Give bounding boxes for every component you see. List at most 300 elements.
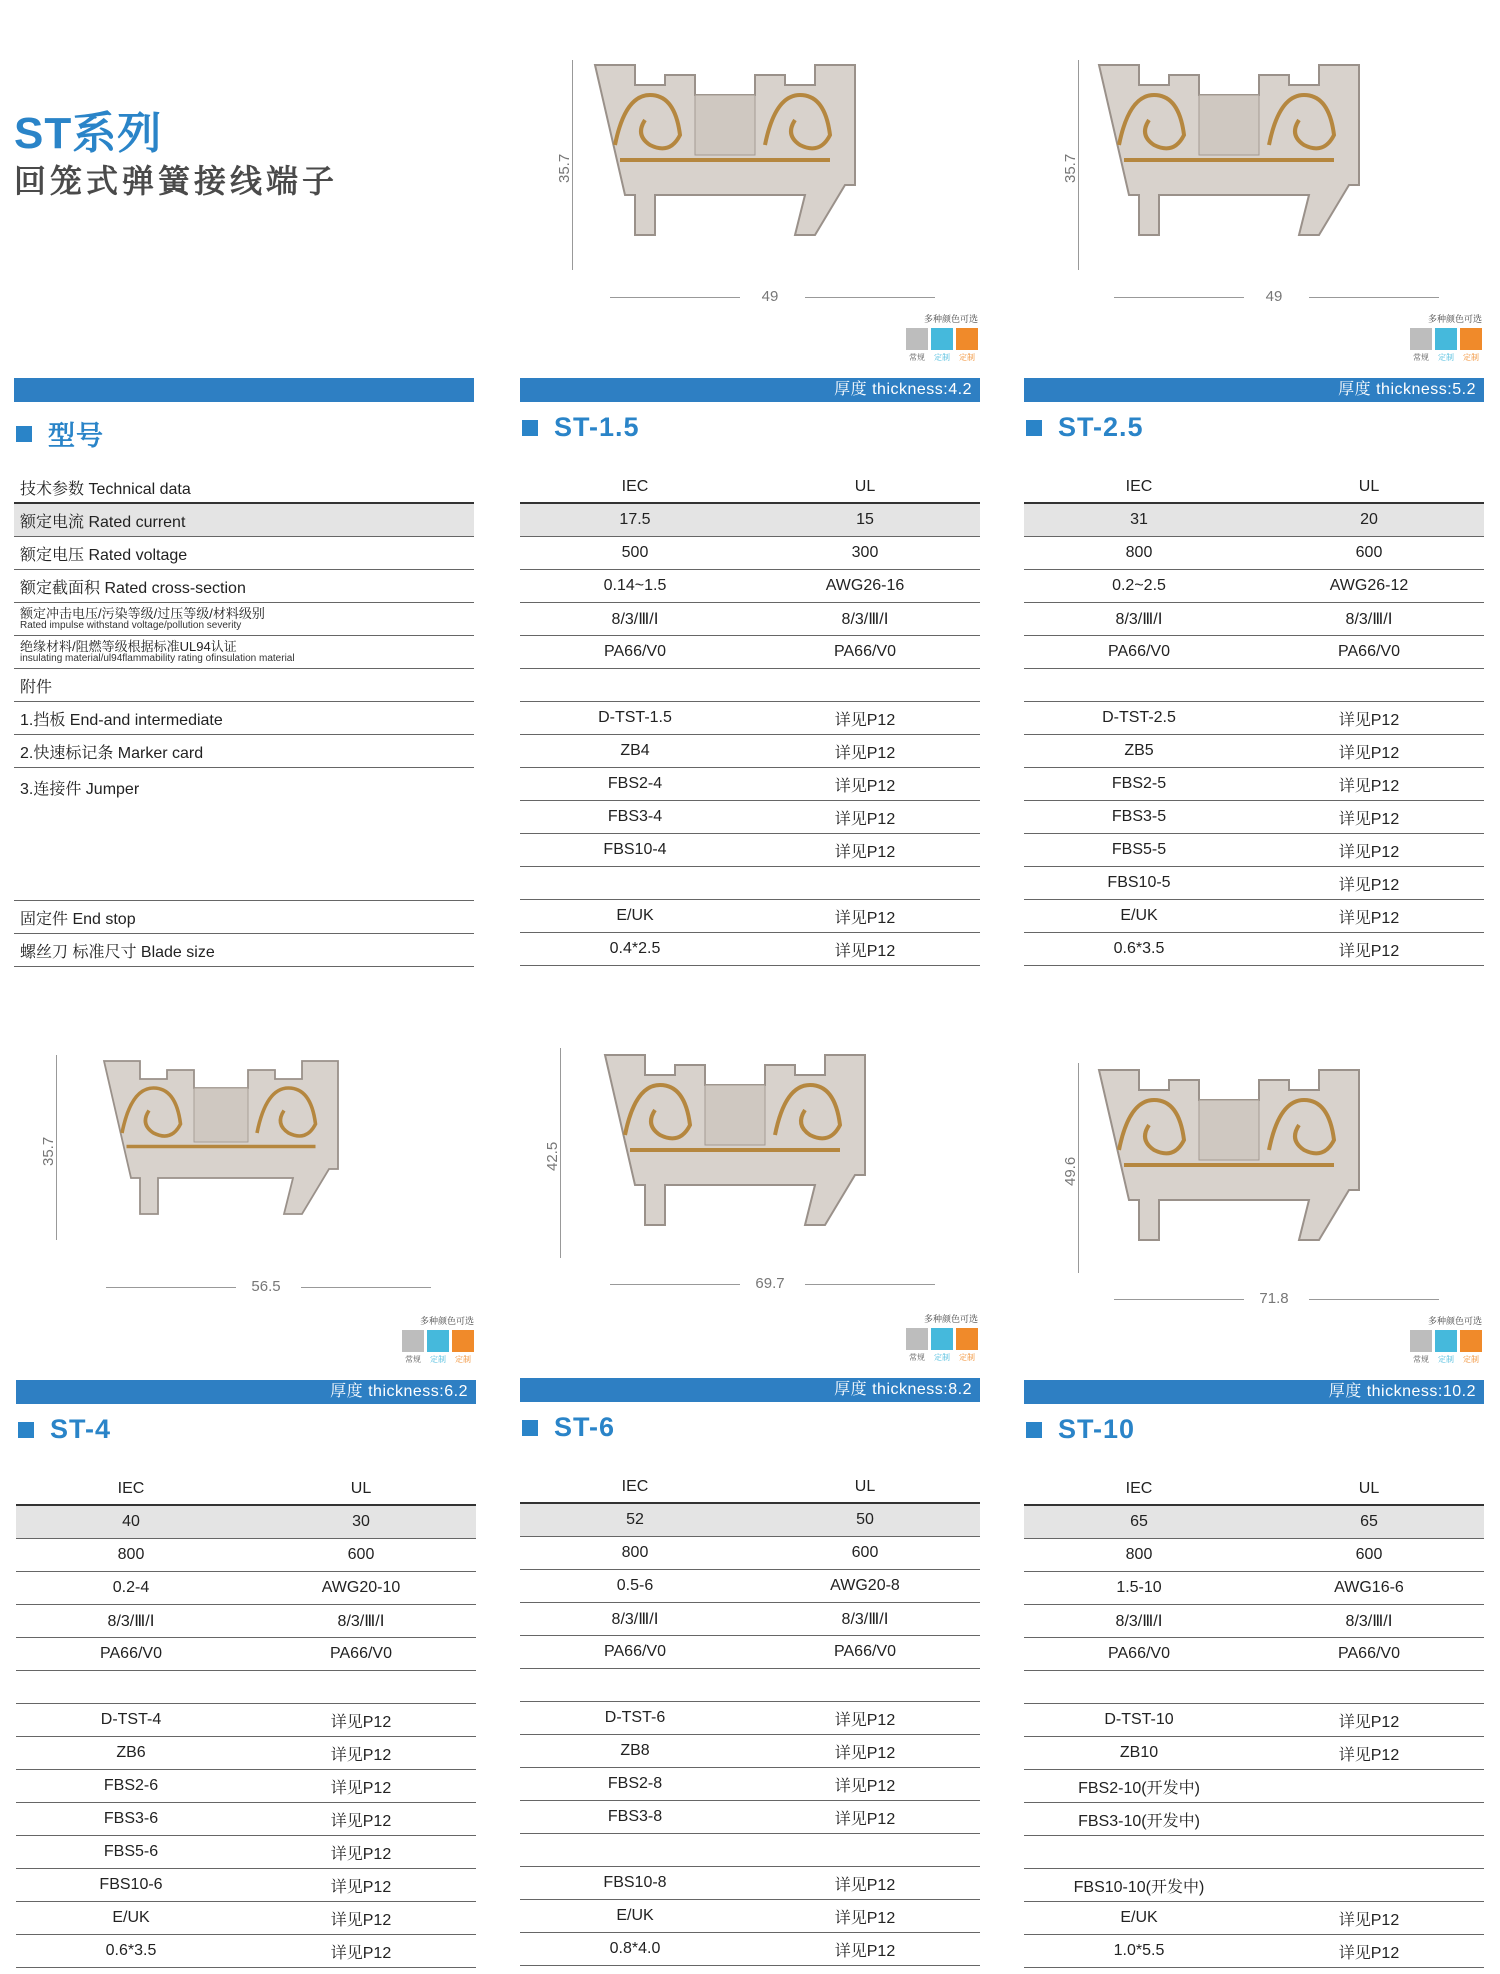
color-swatch-2: [956, 1328, 978, 1350]
label-impulse: [14, 607, 265, 631]
dimension-width: 49: [761, 288, 779, 305]
spec-cell-ul: AWG16-6: [1334, 1579, 1404, 1596]
color-swatch-1: [931, 328, 953, 350]
color-options-caption: 多种颜色可选: [1427, 314, 1482, 324]
label-blade: 螺丝刀 标准尺寸 Blade size: [20, 943, 215, 961]
label-impulse-cn: 额定冲击电压/污染等级/过压等级/材料级别: [20, 606, 265, 621]
label-cross: 额定截面积 Rated cross-section: [20, 579, 246, 597]
color-swatch-0: [1410, 1330, 1432, 1352]
spec-cell-iec: D-TST-10: [1104, 1711, 1174, 1728]
spec-cell-iec: ZB8: [620, 1742, 650, 1759]
model-heading-text: 型号: [48, 421, 104, 451]
spec-row: [16, 1737, 476, 1770]
spec-row: [520, 834, 980, 867]
terminal-center-slot: [1199, 1100, 1259, 1160]
spec-cell-iec: 500: [621, 544, 649, 561]
spec-cell-iec: 0.4*2.5: [609, 940, 661, 957]
color-name-2: 定制: [1463, 1355, 1479, 1364]
spec-row: [520, 933, 980, 966]
spec-cell-ul: 详见P12: [330, 1911, 392, 1929]
spec-cell-iec: ZB5: [1124, 742, 1154, 759]
spec-row: [520, 1702, 980, 1735]
thickness-bar: 厚度 thickness:5.2: [1024, 378, 1484, 402]
thickness-bar: 厚度 thickness:8.2: [520, 1378, 980, 1402]
spec-row: [16, 1902, 476, 1935]
spec-cell-iec: PA66/V0: [1108, 643, 1170, 660]
iec-header: IEC: [1125, 478, 1153, 495]
label-jumper: 3.连接件 Jumper: [20, 781, 140, 798]
spec-cell-ul: 详见P12: [834, 810, 896, 828]
color-swatches: [900, 1328, 978, 1350]
spec-cell-ul: 详见P12: [834, 777, 896, 795]
iec-header: IEC: [1125, 1480, 1153, 1497]
terminal-block-image: [71, 1052, 371, 1232]
spec-cell-iec: ZB10: [1119, 1744, 1159, 1761]
color-swatch-0: [1410, 328, 1432, 350]
spec-header-row: [1024, 472, 1484, 504]
spec-row: [520, 735, 980, 768]
iec-header: IEC: [621, 478, 649, 495]
spec-row: [1024, 1869, 1484, 1902]
spec-cell-iec: D-TST-2.5: [1102, 709, 1176, 726]
spec-cell-iec: E/UK: [616, 1907, 654, 1924]
spec-cell-ul: 详见P12: [1338, 942, 1400, 960]
terminal-center-slot: [194, 1088, 248, 1142]
spec-row: [16, 1704, 476, 1737]
spec-cell-iec: FBS2-4: [607, 775, 663, 792]
spec-cell-iec: 8/3/Ⅲ/Ⅰ: [611, 1611, 659, 1628]
spec-cell-iec: E/UK: [616, 907, 654, 924]
spec-cell-ul: 详见P12: [834, 909, 896, 927]
spec-row: [520, 1735, 980, 1768]
spec-row: [1024, 735, 1484, 768]
spec-row: [1024, 603, 1484, 636]
spec-cell-iec: FBS2-5: [1111, 775, 1167, 792]
spec-row: [1024, 1539, 1484, 1572]
dimension-width-line-right: [301, 1287, 431, 1288]
label-row-accessories: [14, 669, 474, 702]
color-name-0: 常规: [909, 1353, 925, 1362]
spec-cell-iec: D-TST-4: [100, 1711, 162, 1728]
spec-cell-ul: 详见P12: [834, 1876, 896, 1894]
spec-row: [1024, 636, 1484, 669]
spec-cell-iec: FBS2-8: [607, 1775, 663, 1792]
spec-cell-iec: 800: [117, 1546, 145, 1563]
spec-cell-ul: 详见P12: [834, 843, 896, 861]
spec-row: [16, 1869, 476, 1902]
dimension-width-line-left: [106, 1287, 236, 1288]
spec-row: [16, 1572, 476, 1605]
series-title: ST系列: [14, 109, 163, 158]
spec-cell-ul: 详见P12: [834, 1942, 896, 1960]
spec-cell-ul: AWG26-16: [825, 577, 905, 594]
spec-cell-iec: FBS10-5: [1107, 874, 1171, 891]
spec-cell-iec: FBS3-8: [607, 1808, 663, 1825]
spec-cell-iec: 17.5: [619, 511, 651, 528]
spec-cell-ul: 详见P12: [834, 942, 896, 960]
spec-cell-iec: 0.6*3.5: [1113, 940, 1165, 957]
dimension-height: 49.6: [1062, 1156, 1079, 1186]
spec-row: [16, 1506, 476, 1539]
spec-cell-ul: 600: [851, 1544, 879, 1561]
spec-row: [520, 1801, 980, 1834]
spec-cell-ul: 8/3/Ⅲ/Ⅰ: [1345, 1613, 1393, 1630]
spec-row: [520, 900, 980, 933]
color-name-2: 定制: [959, 1353, 975, 1362]
dimension-width: 49: [1265, 288, 1283, 305]
spec-cell-ul: 600: [347, 1546, 375, 1563]
spec-row: [520, 867, 980, 900]
spec-cell-iec: PA66/V0: [1108, 1645, 1170, 1662]
spec-row: [520, 801, 980, 834]
label-row-impulse: [14, 603, 474, 636]
dimension-width-line-left: [1114, 1299, 1244, 1300]
ul-header: UL: [854, 1478, 876, 1495]
spec-cell-iec: 8/3/Ⅲ/Ⅰ: [1115, 1613, 1163, 1630]
spec-cell-iec: FBS2-6: [103, 1777, 159, 1794]
color-options-caption: 多种颜色可选: [923, 1314, 978, 1324]
terminal-block-image: [575, 55, 875, 255]
color-swatch-1: [931, 1328, 953, 1350]
color-name-0: 常规: [909, 353, 925, 362]
spec-cell-iec: 0.2-4: [112, 1579, 150, 1596]
label-accessories: 附件: [20, 678, 53, 696]
dimension-width-line-right: [805, 1284, 935, 1285]
spec-cell-ul: 详见P12: [330, 1779, 392, 1797]
spec-header-row: [520, 472, 980, 504]
spec-cell-ul: 详见P12: [1338, 876, 1400, 894]
spec-cell-iec: 0.14~1.5: [603, 577, 667, 594]
spec-cell-ul: PA66/V0: [834, 1643, 896, 1660]
color-options: [900, 312, 978, 363]
color-swatch-2: [1460, 1330, 1482, 1352]
spec-cell-iec: 40: [122, 1513, 140, 1530]
spec-cell-ul: 详见P12: [330, 1878, 392, 1896]
spec-cell-iec: 800: [621, 1544, 649, 1561]
label-current: 额定电流 Rated current: [20, 513, 186, 531]
spec-row: [1024, 1737, 1484, 1770]
spec-row: [520, 570, 980, 603]
spec-row: [1024, 570, 1484, 603]
dimension-width-line-right: [805, 297, 935, 298]
spec-cell-iec: FBS5-6: [103, 1843, 159, 1860]
spec-cell-ul: 详见P12: [1338, 843, 1400, 861]
color-swatch-names: [396, 1354, 474, 1365]
color-name-2: 定制: [1463, 353, 1479, 362]
color-swatches: [396, 1330, 474, 1352]
color-swatch-names: [900, 352, 978, 363]
product-name: ST-6: [554, 1412, 616, 1442]
color-name-2: 定制: [455, 1355, 471, 1364]
spec-row: [1024, 537, 1484, 570]
spec-cell-ul: AWG20-8: [830, 1577, 900, 1594]
color-swatch-1: [1435, 1330, 1457, 1352]
spec-row: [520, 1570, 980, 1603]
label-marker: 2.快速标记条 Marker card: [20, 744, 204, 762]
spec-row: [1024, 1671, 1484, 1704]
spec-row: [16, 1539, 476, 1572]
spec-cell-iec: PA66/V0: [100, 1645, 162, 1662]
dimension-height: 42.5: [544, 1141, 561, 1171]
spec-cell-iec: 0.5-6: [616, 1577, 654, 1594]
spec-cell-ul: AWG26-12: [1329, 577, 1409, 594]
spec-cell-ul: 详见P12: [330, 1944, 392, 1962]
dimension-height: 35.7: [1062, 153, 1079, 183]
spec-cell-ul: 详见P12: [330, 1713, 392, 1731]
spec-row: [1024, 867, 1484, 900]
spec-cell-ul: 300: [851, 544, 879, 561]
spec-cell-iec: FBS3-5: [1111, 808, 1167, 825]
iec-header: IEC: [621, 1478, 649, 1495]
spec-cell-iec: FBS10-4: [603, 841, 667, 858]
spec-row: [16, 1935, 476, 1968]
spec-cell-iec: FBS3-6: [103, 1810, 159, 1827]
dimension-width-line-left: [1114, 297, 1244, 298]
spec-row: [520, 768, 980, 801]
spec-cell-iec: E/UK: [1120, 907, 1158, 924]
spec-cell-iec: FBS10-8: [603, 1874, 667, 1891]
spec-cell-ul: 详见P12: [1338, 909, 1400, 927]
color-name-2: 定制: [959, 353, 975, 362]
spec-cell-ul: 详见P12: [330, 1845, 392, 1863]
spec-cell-iec: 52: [626, 1511, 644, 1528]
spec-cell-ul: 详见P12: [834, 1909, 896, 1927]
color-swatch-2: [1460, 328, 1482, 350]
spec-table: [1024, 470, 1484, 966]
spec-table: [16, 1472, 476, 1968]
spec-cell-ul: 详见P12: [1338, 744, 1400, 762]
spec-row: [520, 1537, 980, 1570]
spec-row: [1024, 1638, 1484, 1671]
product-heading: [522, 412, 640, 443]
color-options: [1404, 1314, 1482, 1365]
spec-cell-ul: PA66/V0: [1338, 643, 1400, 660]
color-swatches: [1404, 328, 1482, 350]
spec-row: [1024, 1935, 1484, 1968]
spec-row: [520, 1669, 980, 1702]
spec-row: [1024, 1605, 1484, 1638]
label-voltage: 额定电压 Rated voltage: [20, 546, 188, 564]
heading-square-icon: [522, 1420, 538, 1436]
spec-row: [520, 1900, 980, 1933]
product-name: ST-4: [50, 1414, 112, 1444]
product-heading: [1026, 412, 1144, 443]
spec-cell-ul: PA66/V0: [330, 1645, 392, 1662]
iec-header: IEC: [117, 1480, 145, 1497]
terminal-center-slot: [1199, 95, 1259, 155]
label-row-current: [14, 504, 474, 537]
color-swatch-2: [956, 328, 978, 350]
spec-cell-iec: D-TST-6: [604, 1709, 666, 1726]
spec-row: [520, 669, 980, 702]
label-row-end: [14, 702, 474, 735]
color-name-1: 定制: [934, 1353, 950, 1362]
spec-cell-iec: 65: [1130, 1513, 1148, 1530]
spec-cell-iec: FBS10-10(开发中): [1073, 1878, 1205, 1896]
spec-row: [1024, 1704, 1484, 1737]
spec-cell-iec: D-TST-1.5: [598, 709, 672, 726]
color-options-caption: 多种颜色可选: [923, 314, 978, 324]
spec-cell-ul: 8/3/Ⅲ/Ⅰ: [337, 1613, 385, 1630]
color-name-0: 常规: [1413, 1355, 1429, 1364]
spec-cell-iec: 0.6*3.5: [105, 1942, 157, 1959]
terminal-block-image: [1079, 1060, 1379, 1260]
thickness-bar: 厚度 thickness:6.2: [16, 1380, 476, 1404]
spec-cell-ul: 30: [352, 1513, 370, 1530]
spec-cell-iec: 1.0*5.5: [1113, 1942, 1165, 1959]
spec-cell-ul: 详见P12: [1338, 711, 1400, 729]
spec-cell-ul: 65: [1360, 1513, 1378, 1530]
spec-row: [16, 1638, 476, 1671]
dimension-width: 56.5: [251, 1278, 281, 1295]
spec-cell-ul: 20: [1360, 511, 1378, 528]
dimension-height: 35.7: [40, 1136, 57, 1166]
heading-square-icon: [16, 426, 32, 442]
spec-cell-iec: E/UK: [112, 1909, 150, 1926]
product-heading: [1026, 1414, 1135, 1445]
spec-row: [520, 1834, 980, 1867]
spec-row: [520, 1504, 980, 1537]
spec-row: [1024, 1803, 1484, 1836]
color-name-1: 定制: [430, 1355, 446, 1364]
spec-cell-ul: 详见P12: [1338, 777, 1400, 795]
color-swatch-2: [452, 1330, 474, 1352]
spec-cell-ul: 详见P12: [834, 1744, 896, 1762]
label-endstop: 固定件 End stop: [20, 910, 136, 928]
dimension-width-line-right: [1309, 1299, 1439, 1300]
spec-row: [16, 1836, 476, 1869]
spec-cell-ul: 8/3/Ⅲ/Ⅰ: [841, 611, 889, 628]
model-heading: [16, 414, 104, 453]
spec-row: [1024, 1770, 1484, 1803]
label-tech: 技术参数 Technical data: [20, 480, 191, 498]
spec-cell-iec: 1.5-10: [1116, 1579, 1162, 1596]
spec-cell-iec: PA66/V0: [604, 643, 666, 660]
color-swatch-0: [906, 1328, 928, 1350]
spec-cell-iec: FBS10-6: [99, 1876, 163, 1893]
spec-cell-iec: 8/3/Ⅲ/Ⅰ: [1115, 611, 1163, 628]
thickness-bar: 厚度 thickness:10.2: [1024, 1380, 1484, 1404]
spec-row: [520, 1933, 980, 1966]
spec-cell-ul: 详见P12: [1338, 1944, 1400, 1962]
dimension-width-line-right: [1309, 297, 1439, 298]
spec-cell-iec: FBS5-5: [1111, 841, 1167, 858]
spec-row: [16, 1803, 476, 1836]
label-row-voltage: [14, 537, 474, 570]
terminal-center-slot: [695, 95, 755, 155]
spec-cell-ul: 详见P12: [330, 1812, 392, 1830]
spec-row: [16, 1671, 476, 1704]
spec-row: [1024, 504, 1484, 537]
color-swatch-names: [1404, 1354, 1482, 1365]
spec-cell-ul: 15: [856, 511, 874, 528]
spec-header-row: [520, 1472, 980, 1504]
spec-cell-ul: 详见P12: [1338, 1713, 1400, 1731]
color-swatch-1: [1435, 328, 1457, 350]
spec-cell-iec: 0.2~2.5: [1112, 577, 1166, 594]
spec-cell-ul: 600: [1355, 1546, 1383, 1563]
label-row-insulation: [14, 636, 474, 669]
heading-square-icon: [18, 1422, 34, 1438]
spec-cell-ul: 详见P12: [1338, 1746, 1400, 1764]
terminal-block-image: [1079, 55, 1379, 255]
spec-row: [520, 1603, 980, 1636]
spec-cell-iec: 800: [1125, 1546, 1153, 1563]
product-name: ST-1.5: [554, 412, 640, 442]
ul-header: UL: [350, 1480, 372, 1497]
spec-cell-iec: FBS3-10(开发中): [1078, 1812, 1200, 1830]
color-swatches: [900, 328, 978, 350]
spec-row: [1024, 900, 1484, 933]
terminal-block-image: [575, 1045, 895, 1245]
spec-row: [520, 1867, 980, 1900]
label-table: [14, 470, 474, 966]
spec-cell-ul: PA66/V0: [1338, 1645, 1400, 1662]
spec-row: [1024, 834, 1484, 867]
spec-row: [1024, 1572, 1484, 1605]
spec-row: [1024, 1902, 1484, 1935]
spec-table: [520, 470, 980, 966]
spec-cell-ul: 详见P12: [1338, 1911, 1400, 1929]
spec-row: [16, 1605, 476, 1638]
color-swatch-1: [427, 1330, 449, 1352]
spec-cell-ul: 详见P12: [834, 1711, 896, 1729]
ul-header: UL: [854, 478, 876, 495]
label-insul-cn: 绝缘材料/阻燃等级根据标准UL94认证: [20, 639, 237, 654]
spec-cell-ul: PA66/V0: [834, 643, 896, 660]
spec-cell-iec: FBS2-10(开发中): [1078, 1779, 1200, 1797]
color-options-caption: 多种颜色可选: [1427, 1316, 1482, 1326]
color-options-caption: 多种颜色可选: [419, 1316, 474, 1326]
spec-row: [1024, 1836, 1484, 1869]
spec-table: [1024, 1472, 1484, 1968]
spec-cell-ul: AWG20-10: [321, 1579, 401, 1596]
product-name: ST-10: [1058, 1414, 1136, 1444]
color-name-0: 常规: [405, 1355, 421, 1364]
dimension-height: 35.7: [556, 153, 573, 183]
label-row-tech: [14, 472, 474, 504]
label-row-cross: [14, 570, 474, 603]
color-swatch-names: [900, 1352, 978, 1363]
heading-square-icon: [522, 420, 538, 436]
spec-row: [520, 603, 980, 636]
spec-cell-ul: 600: [1355, 544, 1383, 561]
color-options: [396, 1314, 474, 1365]
spec-row: [520, 636, 980, 669]
spec-cell-iec: 800: [1125, 544, 1153, 561]
spec-row: [1024, 768, 1484, 801]
spec-cell-iec: ZB4: [620, 742, 650, 759]
color-options: [900, 1312, 978, 1363]
spec-cell-iec: PA66/V0: [604, 1643, 666, 1660]
spec-cell-ul: 详见P12: [330, 1746, 392, 1764]
product-name: ST-2.5: [1058, 412, 1144, 442]
spec-row: [16, 1770, 476, 1803]
label-row-marker: [14, 735, 474, 768]
spec-row: [1024, 933, 1484, 966]
spec-cell-ul: 详见P12: [1338, 810, 1400, 828]
spec-cell-ul: 详见P12: [834, 711, 896, 729]
product-heading: [18, 1414, 111, 1445]
spec-row: [520, 537, 980, 570]
label-row-blade: [14, 934, 474, 967]
color-name-0: 常规: [1413, 353, 1429, 362]
dimension-width-line-left: [610, 297, 740, 298]
label-impulse-en: Rated impulse withstand voltage/pollution severity: [20, 620, 242, 631]
spec-row: [1024, 669, 1484, 702]
label-insul-en: insulating material/ul94flammability rating ofinsulation material: [20, 653, 295, 664]
product-heading: [522, 1412, 615, 1443]
